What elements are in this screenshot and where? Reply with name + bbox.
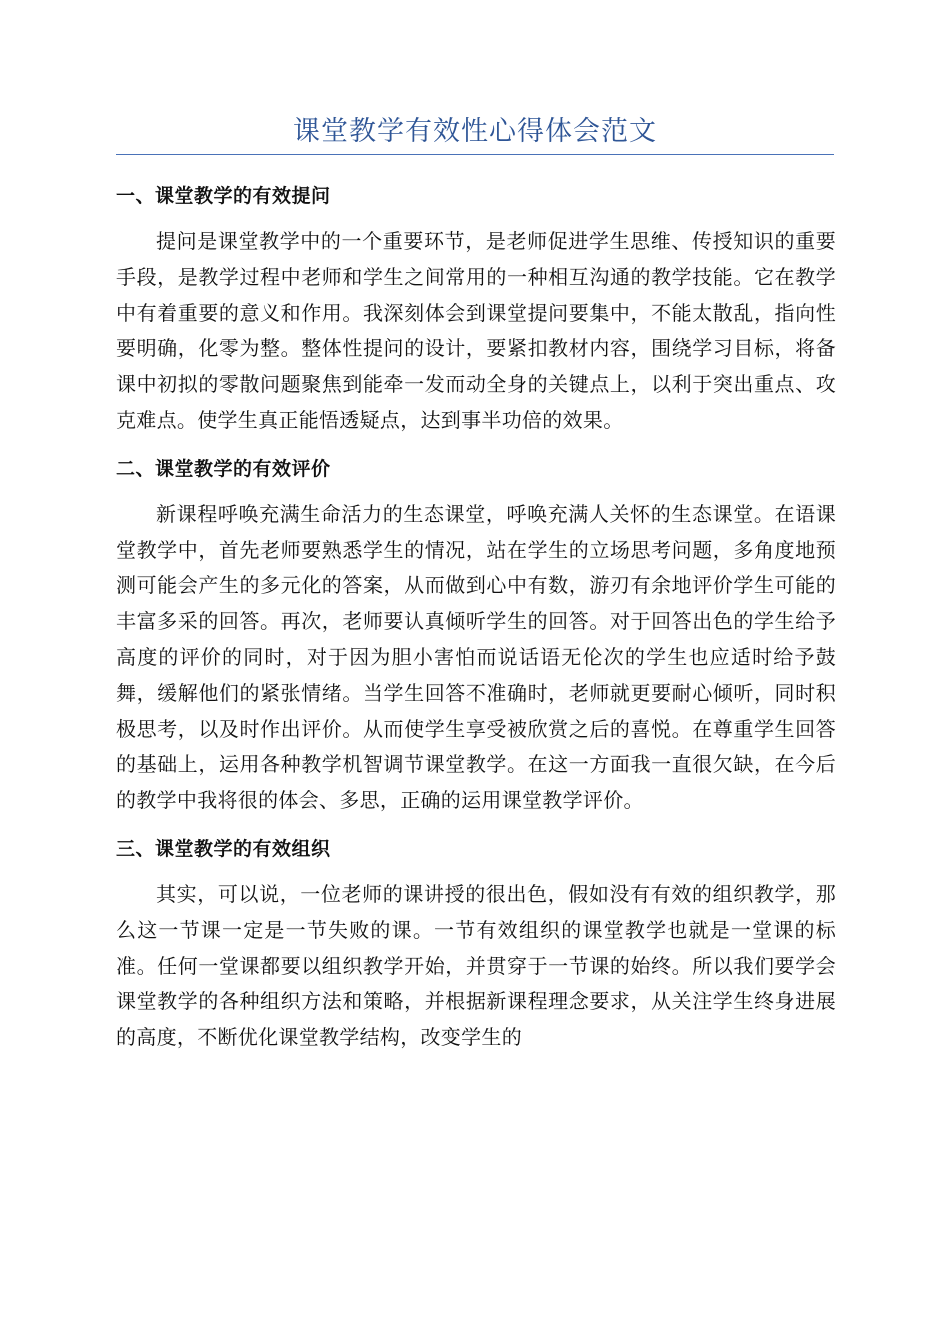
section-paragraph: 提问是课堂教学中的一个重要环节，是老师促进学生思维、传授知识的重要手段，是教学过程中老师和学生之间常用的一种相互沟通的教学技能。它在教学中有着重要的意义和作用。我深刻体会到课堂提问要集中，不能太散乱，指向性要明确，化零为整。整体性提问的设计，要紧扣教材内容，围绕学习目标，将备课中初拟的零散问题聚焦到能牵一发而动全身的关键点上，以利于突出重点、攻克难点。使学生真正能悟透疑点，达到事半功倍的效果。 — [116, 229, 836, 432]
section-heading: 三、课堂教学的有效组织 — [116, 837, 331, 860]
section-effective-organization — [116, 831, 836, 1056]
section-paragraph: 新课程呼唤充满生命活力的生态课堂，呼唤充满人关怀的生态课堂。在语课堂教学中，首先老师要熟悉学生的情况，站在学生的立场思考问题，多角度地预测可能会产生的多元化的答案，从而做到心中有数，游刃有余地评价学生可能的丰富多采的回答。再次，老师要认真倾听学生的回答。对于回答出色的学生给予高度的评价的同时，对于因为胆小害怕而说话语无伦次的学生也应适时给予鼓舞，缓解他们的紧张情绪。当学生回答不准确时，老师就更要耐心倾听，同时积极思考，以及时作出评价。从而使学生享受被欣赏之后的喜悦。在尊重学生回答的基础上，运用各种教学机智调节课堂教学。在这一方面我一直很欠缺，在今后的教学中我将很的体会、多思，正确的运用课堂教学评价。 — [116, 501, 836, 813]
document-title: 课堂教学有效性心得体会范文 — [293, 116, 657, 147]
section-effective-evaluation — [116, 451, 836, 819]
document-body — [116, 178, 836, 1068]
section-heading: 二、课堂教学的有效评价 — [116, 457, 331, 480]
title-underline — [116, 154, 834, 155]
section-heading: 一、课堂教学的有效提问 — [116, 185, 331, 207]
section-paragraph: 其实，可以说，一位老师的课讲授的很出色，假如没有有效的组织教学，那么这一节课一定是一节失败的课。一节有效组织的课堂教学也就是一堂课的标准。任何一堂课都要以组织教学开始，并贯穿于一节课的始终。所以我们要学会课堂教学的各种组织方法和策略，并根据新课程理念要求，从关注学生终身进展的高度，不断优化课堂教学结构，改变学生的 — [116, 881, 836, 1050]
section-effective-questioning — [116, 178, 836, 439]
